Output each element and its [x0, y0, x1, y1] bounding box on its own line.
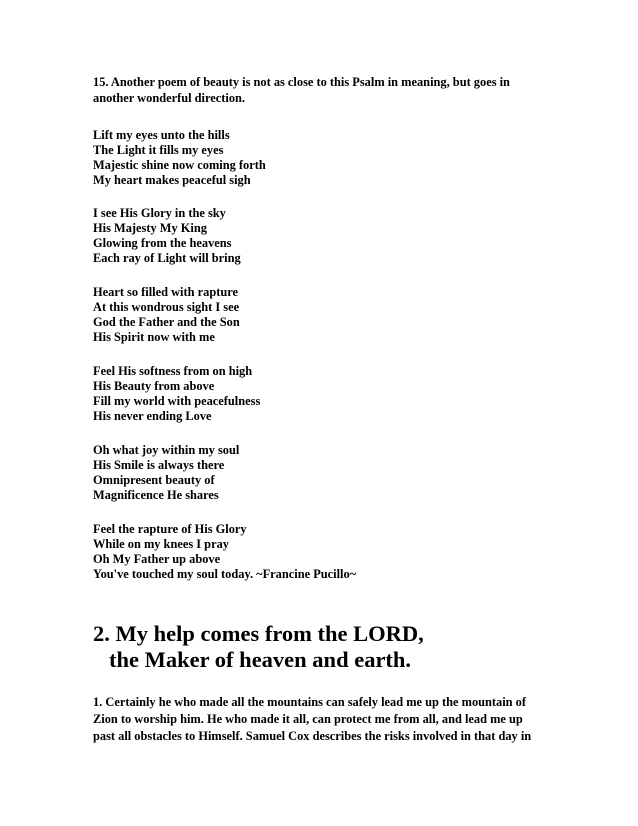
- poem-stanza: [93, 206, 533, 266]
- poem-line: Oh what joy within my soul: [93, 443, 240, 457]
- intro-paragraph: [93, 74, 593, 106]
- poem-line: While on my knees I pray: [93, 537, 229, 551]
- poem-line: Heart so filled with rapture: [93, 285, 238, 299]
- poem-line: My heart makes peaceful sigh: [93, 173, 251, 187]
- poem-line: His Majesty My King: [93, 221, 207, 235]
- poem-line: Feel His softness from on high: [93, 364, 253, 378]
- poem-line: God the Father and the Son: [93, 315, 240, 329]
- paragraph-line: Zion to worship him. He who made it all, can protect me from all, and lead me up: [93, 712, 523, 726]
- poem-line: His Spirit now with me: [93, 330, 215, 344]
- poem-line: Majestic shine now coming forth: [93, 158, 266, 172]
- poem-line: Omnipresent beauty of: [93, 473, 215, 487]
- poem-line: Lift my eyes unto the hills: [93, 128, 230, 142]
- poem-line: His Beauty from above: [93, 379, 215, 393]
- poem-stanza: [93, 522, 533, 582]
- poem-line: Each ray of Light will bring: [93, 251, 241, 265]
- poem-line: Fill my world with peacefulness: [93, 394, 261, 408]
- poem-stanza: [93, 285, 533, 345]
- poem-stanza: [93, 443, 533, 503]
- poem-line: Glowing from the heavens: [93, 236, 232, 250]
- intro-line: another wonderful direction.: [93, 91, 246, 105]
- poem-line: Magnificence He shares: [93, 488, 219, 502]
- poem-line: At this wondrous sight I see: [93, 300, 240, 314]
- poem-line: You've touched my soul today. ~Francine Pucillo~: [93, 567, 357, 581]
- paragraph-line: past all obstacles to Himself. Samuel Cox describes the risks involved in that day in: [93, 729, 532, 743]
- poem-line: Oh My Father up above: [93, 552, 221, 566]
- poem-stanza: [93, 128, 533, 188]
- poem-stanza: [93, 364, 533, 424]
- intro-line: 15. Another poem of beauty is not as close to this Psalm in meaning, but goes in: [93, 75, 510, 89]
- poem-line: His Smile is always there: [93, 458, 225, 472]
- heading-line: 2. My help comes from the LORD,: [93, 621, 424, 646]
- paragraph-line: 1. Certainly he who made all the mountains can safely lead me up the mountain of: [93, 695, 526, 709]
- poem-line: I see His Glory in the sky: [93, 206, 226, 220]
- heading-line: the Maker of heaven and earth.: [109, 647, 412, 672]
- poem-line: The Light it fills my eyes: [93, 143, 224, 157]
- poem-line: Feel the rapture of His Glory: [93, 522, 247, 536]
- poem-line: His never ending Love: [93, 409, 212, 423]
- section-heading: [93, 621, 424, 673]
- body-paragraph: [93, 694, 553, 745]
